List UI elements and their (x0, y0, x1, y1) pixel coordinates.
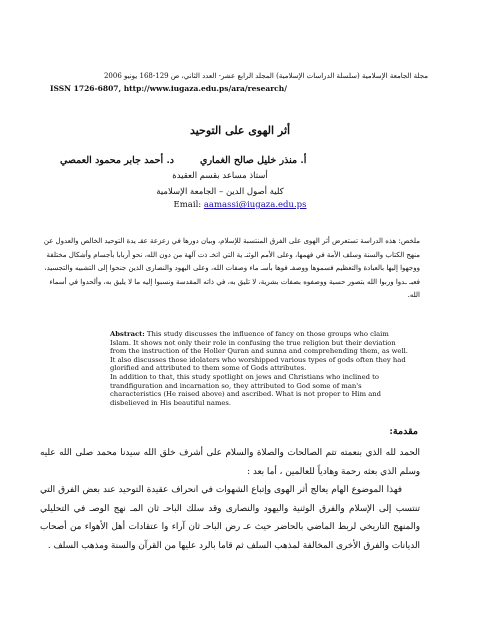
email-line (0, 200, 480, 210)
abstract-text-2: In addition to that, this study spotlight on jews and Christians who inclined to trandfiguration and incarnation so, they attributed to God some of man's characteristics (He raised above) and ascribed. What is not proper to Him and disbelieved in His beautiful names. (110, 372, 381, 407)
introduction-heading: مقدمة: (389, 426, 418, 437)
author-1: د. أحمد جابر محمود العمصي (60, 155, 175, 166)
english-abstract (110, 330, 410, 407)
affiliation-department: أستاذ مساعد بقسم العقيدة (172, 171, 268, 181)
abstract-text: This study discusses the influence of fancy on those groups who claim Islam. It shows not only their role in confusing the true religion but their deviation from the instruction of the Holler Quran and sunna and comprehending them, as well. It also discusses those idolaters who worshipped various types of gods often they had glorified and attributed to them some of Gods attributes. (110, 330, 408, 373)
intro-paragraph-2: فهذا الموضوع الهام يعالج أثر الهوى وإتباع الشهوات في انحراف عقيدة التوحيد عند بعض الفرق التي تنتسب إلى الإسلام والفرق الوثنية واليهود والنصارى وقد سلك الباحـ ثان المـ نهج الوصـ في التحليلي والمنهج التاريخي لربط الماضي بالحاضر حيث عـ رض الباحـ ثان آراء وا عتقادات أهل الأهواء من أصحاب الديانات والفرق الأخرى المخالفة لمذهب السلف ثم قاما بالرد عليها من القرآن والسنة ومذهب السلف . (40, 485, 420, 551)
affiliation-institution: كلية أصول الدين – الجامعة الإسلامية (156, 187, 284, 197)
paper-title: أثر الهوى على التوحيد (189, 124, 291, 137)
abstract-label: Abstract: (110, 330, 145, 338)
email-link[interactable]: aamassi@iugaza.edu.ps (203, 200, 307, 210)
email-label: Email: (173, 200, 202, 210)
arabic-abstract: ملخص: هذه الدراسة تستعرض أثر الهوى على الفرق المنتسبة للإسلام، وبيان دورها في زعزعة عقـ يدة التوحيد الخالص والعدول عن منهج الكتاب والسنة وسلف الأمة في فهمها، وعلى الأمم الوثنـ ية التي اتخـ ذت آلهة من دون الله، نحو أربابا بأجسام وأشكال مختلفة ووجهوا إليها بالعبادة والتعظيم فسموها ووصفـ فوها بأسـ ماء وصفات الله، وعلى اليهود والنصارى الذين جنحوا إلى التشبيه والتجسيد، فعبـ ـدوا وربوا الله بتصور حسية ووصفوه بصفات بشرية، لا تليق به، في ذاته المقدسة ونسبوا إليه ما لا يليق به، وألحدوا في أسماء الله. (43, 237, 420, 299)
author-list (60, 154, 420, 167)
author-2: أ. منذر خليل صالح الغماري (200, 155, 307, 166)
intro-paragraph-1: الحمد لله الذي بنعمته تتم الصالحات والصلاة والسلام على أشرف خلق الله سيدنا محمد صلى الله عليه وسلم الذي بعثه رحمة وهادياً للعالمين ، أما بعد : (40, 448, 420, 477)
journal-citation: مجلة الجامعة الإسلامية (سلسلة الدراسات الإسلامية) المجلد الرابع عشر- العدد الثاني، ص 129-168 يونيو 2006 (103, 72, 428, 80)
introduction-body (40, 444, 420, 555)
issn-line: ISSN 1726-6807, http://www.iugaza.edu.ps/ara/research/ (50, 84, 287, 93)
